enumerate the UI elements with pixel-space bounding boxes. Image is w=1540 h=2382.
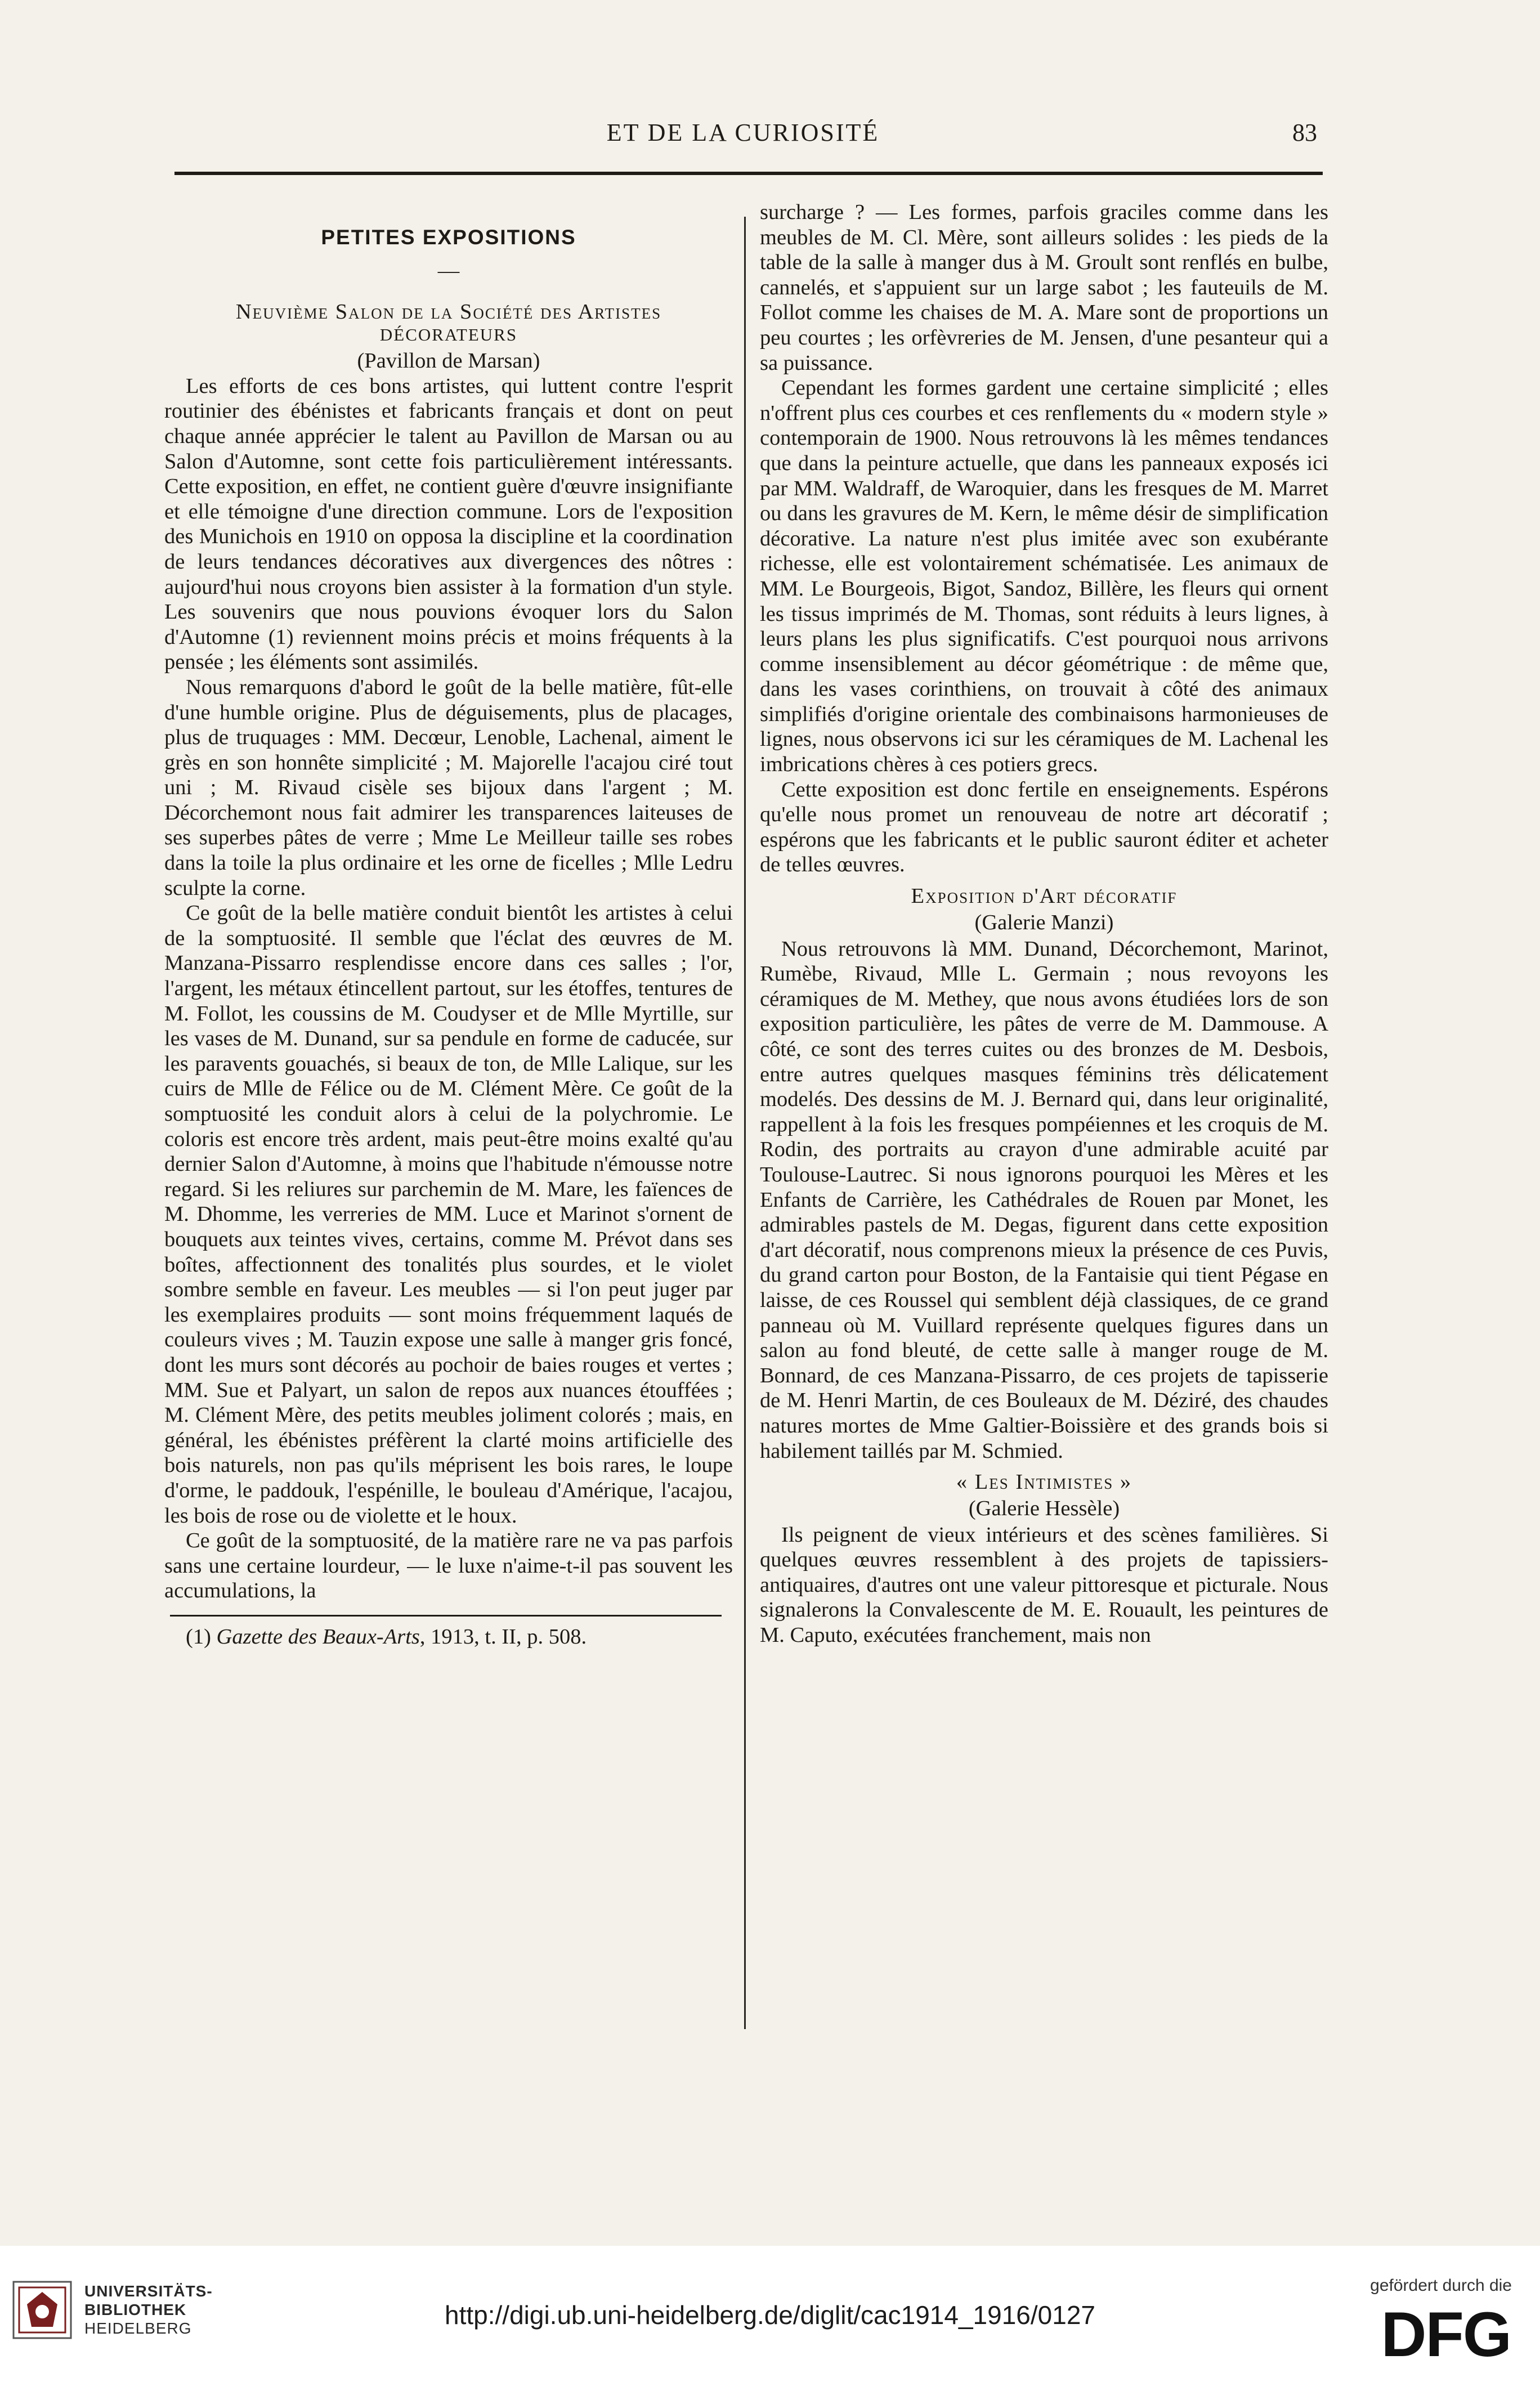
paragraph-salon-2: Nous remarquons d'abord le goût de la belle matière, fût-elle d'une humble origine. Plus de déguisements, plus de placages, plus de truquages : MM. Decœur, Lenoble, Lachenal, aiment le grès en son honnête simplicité ; M. Majorelle l'acajou ciré tout uni ; M. Rivaud cisèle ses bijoux dans l'argent ; M. Décorchemont nous fait admirer les transparences laiteuses de ses superbes pâtes de verre ; Mme Le Meilleur taille ses robes dans la toile la plus ordinaire et les orne de ficelles ; Mlle Ledru sculpte la corne. [164, 675, 733, 900]
paragraph-forms-2: Cependant les formes gardent une certaine simplicité ; elles n'offrent plus ces courbes et ces renflements du « modern style » contemporain de 1900. Nous retrouvons là les mêmes tendances que dans la peinture actuelle, que dans les panneaux exposés ici par MM. Waldraff, de Waroquier, dans les fresques de M. Marret ou dans les gravures de M. Kern, le même désir de simplification décorative. La nature n'est plus imitée avec son exubérante richesse, elle est volontairement schématisée. Les animaux de MM. Le Bourgeois, Bigot, Sandoz, Billère, les fleurs qui ornent les tissus imprimés de M. Thomas, sont réduits à leurs lignes, à leurs plans les plus significatifs. C'est pourquoi nous arrivons comme insensiblement au décor géométrique : de même que, dans les vases corinthiens, on trouvait à côté des animaux simplifiés d'origine orientale des combinaisons harmonieuses de lignes, nous observons ici sur les céramiques de M. Lachenal les imbrications chères à ces potiers grecs. [760, 376, 1328, 777]
header-rule [174, 172, 1323, 175]
venue-marsan: (Pavillon de Marsan) [357, 349, 540, 373]
section-title: PETITES EXPOSITIONS [321, 226, 576, 249]
heading-salon-continued: DÉCORATEURS [379, 325, 518, 345]
paragraph-salon-1: Les efforts de ces bons artistes, qui luttent contre l'esprit routinier des ébénistes et fabricants français et dont on peut chaque année apprécier le talent au Pavillon de Marsan ou au Salon d'Automne, sont cette fois particulièrement intéressants. Cette exposition, en effet, ne contient guère d'œuvre insignifiante et elle témoigne d'une direction commune. Lors de l'exposition des Munichois en 1910 on opposa la discipline et la coordination de leurs tendances décoratives aux divergences des nôtres : aujourd'hui nous croyons bien assister à la formation d'un style. Les souvenirs que nous pouvions évoquer lors du Salon d'Automne (1) reviennent moins précis et moins fréquents à la pensée ; les éléments sont assimilés. [164, 374, 733, 674]
paragraph-forms-3: Cette exposition est donc fertile en enseignements. Espérons qu'elle nous promet un renouveau de notre art décoratif ; espérons que les fabricants et le public sauront éditer et acheter de telles œuvres. [760, 777, 1328, 877]
library-name-line-3: HEIDELBERG [84, 2320, 192, 2337]
title-dash: — [437, 258, 460, 283]
digitization-footer [0, 2246, 1540, 2382]
running-title: ET DE LA CURIOSITÉ [606, 119, 880, 146]
venue-manzi: (Galerie Manzi) [974, 911, 1114, 935]
column-divider [744, 217, 746, 2029]
heading-manzi: Exposition d'Art décoratif [911, 884, 1178, 908]
library-name-line-2: BIBLIOTHEK [84, 2301, 187, 2318]
library-name-line-1: UNIVERSITÄTS- [84, 2282, 213, 2300]
heading-salon: Neuvième Salon de la Société des Artistes [235, 300, 662, 324]
footnote-prefix: (1) [186, 1624, 217, 1649]
paragraph-salon-4: Ce goût de la somptuosité, de la matière rare ne va pas parfois sans une certaine lourdeur, — le luxe n'aime-t-il pas souvent les accumulations, la [164, 1529, 733, 1603]
paragraph-intimistes: Ils peignent de vieux intérieurs et des scènes familières. Si quelques œuvres ressemblent à des projets de tapissiers-antiquaires, d'autres ont une valeur pittoresque et picturale. Nous signalerons la Convalescente de M. E. Rouault, les peintures de M. Caputo, exécutées franchement, mais non [760, 1523, 1328, 1647]
paragraph-forms-1: surcharge ? — Les formes, parfois graciles comme dans les meubles de M. Cl. Mère, sont ailleurs solides : les pieds de la table de la salle à manger dus à M. Groult sont renflés en bulbe, cannelés, et s'appuient sur un large sabot ; les fauteuils de M. Follot comme les chaises de M. A. Mare sont de proportions un peu courtes ; les orfèvreries de M. Jensen, d'une pesanteur qui a sa puissance. [760, 200, 1328, 375]
footnote [164, 1624, 733, 1650]
footnote-suffix: , 1913, t. II, p. 508. [419, 1624, 587, 1649]
venue-hessele: (Galerie Hessèle) [968, 1497, 1120, 1521]
paragraph-salon-3: Ce goût de la belle matière conduit bientôt les artistes à celui de la somptuosité. Il semble que l'éclat des œuvres de M. Manzana-Pissarro resplendisse encore dans ces salles ; l'or, l'argent, les métaux étincellent partout, sur les étoffes, tentures de M. Follot, les coussins de M. Coudyser et de Mlle Myrtille, sur les vases de M. Dunand, sur sa pendule en forme de caducée, sur les paravents gouachés, si beaux de ton, de Mlle Lalique, sur les cuirs de Mlle de Félice ou de M. Clément Mère. Ce goût de la somptuosité les conduit alors à celui de la polychromie. Le coloris est encore très ardent, mais peut-être moins exalté qu'au dernier Salon d'Automne, à moins que l'habitude n'émousse notre regard. Si les reliures sur parchemin de M. Mare, les faïences de M. Dhomme, les verreries de MM. Luce et Marinot s'ornent de bouquets aux teintes vives, certains, comme M. Prévot dans ses boîtes, affectionnent des tonalités plus sourdes, et le violet sombre semble en faveur. Les meubles — si l'on peut juger par les exemplaires produits — sont moins fréquemment laqués de couleurs vives ; M. Tauzin expose une salle à manger gris foncé, dont les murs sont décorés au pochoir de baies rouges et vertes ; MM. Sue et Palyart, un salon de repos aux nuances étouffées ; M. Clément Mère, des petits meubles joliment colorés ; mais, en général, les ébénistes préfèrent la clarté moins artificielle des bois naturels, non pas qu'ils méprisent les bois rares, le loupe d'orme, le paddouk, l'espénille, le bouleau d'Amérique, l'acajou, les bois de rose ou de violette et le houx. [164, 901, 733, 1528]
dfg-logo: DFG [1381, 2299, 1511, 2370]
manzi-heading-block [760, 884, 1328, 935]
footnote-journal: Gazette des Beaux-Arts [216, 1624, 420, 1649]
intimistes-heading-block [760, 1470, 1328, 1521]
footnote-rule [170, 1615, 722, 1617]
paragraph-manzi: Nous retrouvons là MM. Dunand, Décorchemont, Marinot, Rumèbe, Rivaud, Mlle L. Germain ; nous revoyons les céramiques de M. Methey, que nous avons étudiées lors de son exposition particulière, les pâtes de verre de M. Dammouse. A côté, ce sont des terres cuites ou des bronzes de M. Desbois, entre autres quelques masques féminins très délicatement modelés. Des dessins de M. J. Bernard qui, dans leur originalité, rappellent à la fois les fresques pompéiennes et les croquis de M. Rodin, des portraits au crayon d'une admirable acuité par Toulouse-Lautrec. Si nous ignorons pourquoi les Mères et les Enfants de Carrière, les Cathédrales de Rouen par Monet, les admirables pastels de M. Degas, figurent dans cette exposition d'art décoratif, nous comprenons mieux la présence de ces Puvis, du grand carton pour Boston, de la Fantaisie qui tient Pégase en laisse, de ces Roussel qui semblent déjà classiques, de ce grand panneau où M. Vuillard représente quelques figures dans un salon au fond bleuté, de cette salle à manger rouge de M. Bonnard, de ces Manzana-Pissarro, de ces projets de tapisserie de M. Henri Martin, de ces Bouleaux de M. Déziré, des chaudes natures mortes de Mme Galtier-Boissière et des grands bois si habilement taillés par M. Schmied. [760, 937, 1328, 1463]
running-header [169, 118, 1317, 158]
heading-intimistes: « Les Intimistes » [956, 1470, 1132, 1494]
right-column [760, 200, 1328, 1648]
permalink-url[interactable]: http://digi.ub.uni-heidelberg.de/diglit/cac1914_1916/0127 [445, 2300, 1095, 2330]
left-column [164, 191, 733, 1649]
page-number: 83 [1292, 119, 1317, 146]
funding-caption: gefördert durch die [1370, 2276, 1512, 2295]
